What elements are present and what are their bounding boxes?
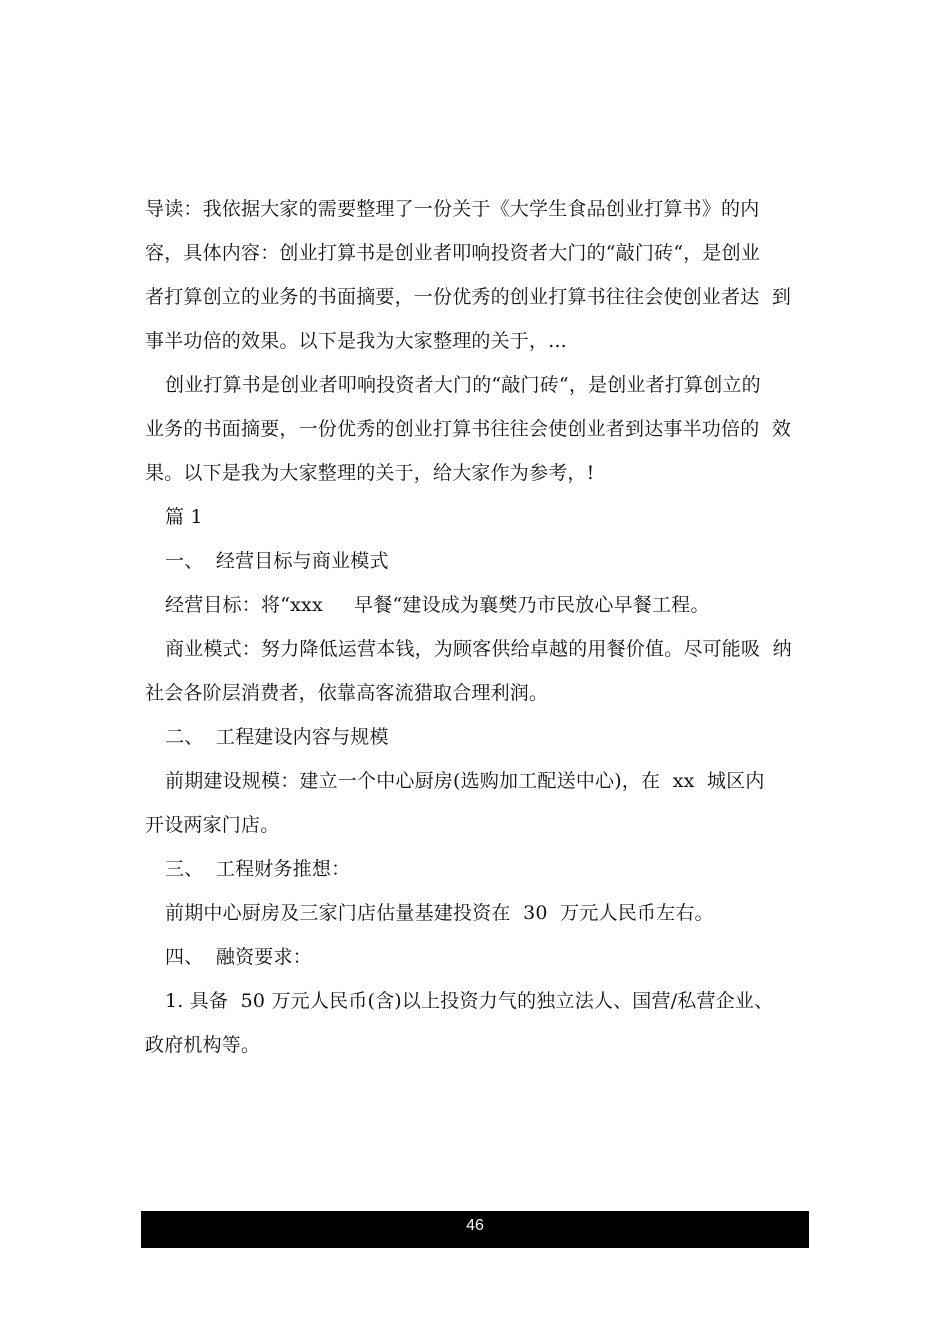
text-line: 1. 具备 50 万元人民币(含)以上投资力气的独立法人、国营/私营企业、 (165, 990, 774, 1012)
text-line: 前期中心厨房及三家门店估量基建投资在 30 万元人民币左右。 (165, 902, 714, 924)
footer-bar (141, 1211, 809, 1248)
text-line: 社会各阶层消费者，依靠高客流猎取合理利润。 (145, 682, 549, 704)
section-heading: 篇 1 (165, 506, 203, 528)
text-line: 者打算创立的业务的书面摘要，一份优秀的创业打算书往往会使创业者达 到 (145, 286, 792, 308)
section-heading: 一、 经营目标与商业模式 (165, 550, 389, 572)
text-line: 前期建设规模：建立一个中心厨房(选购加工配送中心)，在 xx 城区内 (165, 770, 765, 792)
text-line: 开设两家门店。 (145, 814, 280, 836)
text-line: 果。以下是我为大家整理的关于，给大家作为参考，! (145, 462, 595, 484)
section-heading: 四、 融资要求： (165, 946, 312, 968)
text-line: 事半功倍的效果。以下是我为大家整理的关于，... (145, 330, 567, 352)
text-line: 容，具体内容：创业打算书是创业者叩响投资者大门的“敲门砖“，是创业 (145, 242, 761, 264)
text-line: 创业打算书是创业者叩响投资者大门的“敲门砖“，是创业者打算创立的 (165, 374, 761, 396)
section-heading: 二、 工程建设内容与规模 (165, 726, 389, 748)
text-line: 商业模式：努力降低运营本钱，为顾客供给卓越的用餐价值。尽可能吸 纳 (165, 638, 792, 660)
text-line: 政府机构等。 (145, 1034, 261, 1056)
section-heading: 三、 工程财务推想： (165, 858, 351, 880)
page-number: 46 (466, 1217, 484, 1234)
text-line: 经营目标：将“xxx 早餐“建设成为襄樊乃市民放心早餐工程。 (165, 594, 710, 616)
text-line: 业务的书面摘要，一份优秀的创业打算书往往会使创业者到达事半功倍的 效 (145, 418, 792, 440)
text-line: 导读：我依据大家的需要整理了一份关于《大学生食品创业打算书》的内 (145, 198, 760, 220)
